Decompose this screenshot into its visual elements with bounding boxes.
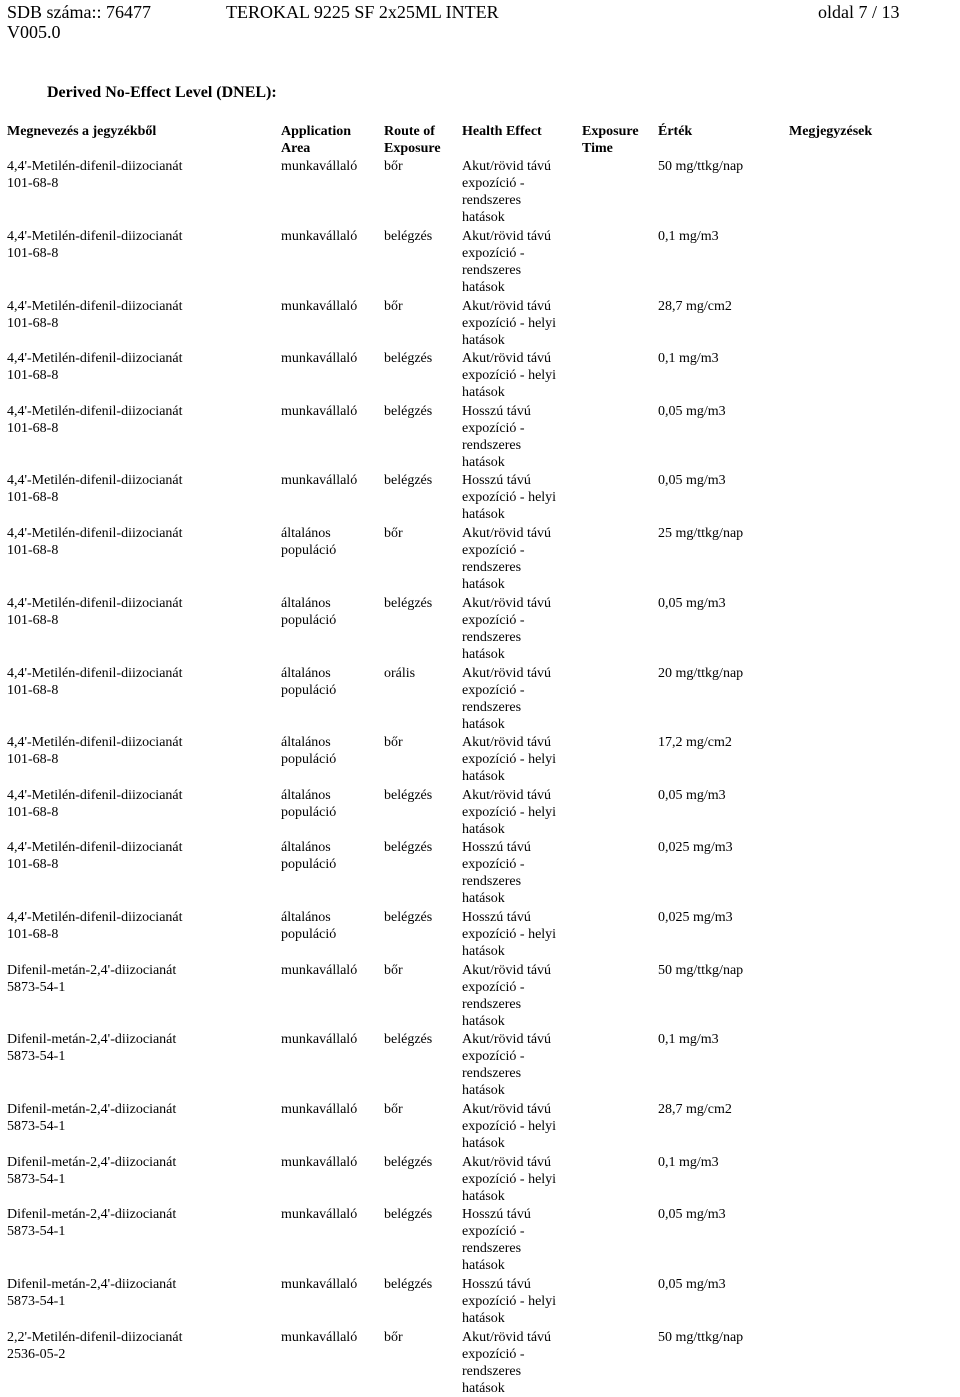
- health-effect: Hosszú távú expozíció - rendszeres hatások: [462, 840, 531, 907]
- application-area: munkavállaló: [281, 403, 358, 419]
- application-area: munkavállaló: [281, 1154, 358, 1170]
- dnel-value: 0,1 mg/m3: [658, 351, 719, 367]
- dnel-value: 50 mg/ttkg/nap: [658, 159, 744, 174]
- dnel-value: 0,05 mg/m3: [658, 595, 726, 611]
- dnel-value: 50 mg/ttkg/nap: [658, 962, 744, 978]
- health-effect: Akut/rövid távú expozíció - helyi hatások: [462, 787, 557, 837]
- col-header-notes: Megjegyzések: [789, 124, 873, 139]
- health-effect: Akut/rövid távú expozíció - rendszeres hatások: [462, 595, 552, 662]
- health-effect: Akut/rövid távú expozíció - helyi hatások: [462, 1154, 557, 1204]
- exposure-route: bőr: [384, 159, 403, 174]
- dnel-value: 28,7 mg/cm2: [658, 1102, 732, 1118]
- exposure-route: orális: [384, 665, 416, 681]
- application-area: munkavállaló: [281, 1102, 358, 1118]
- substance-name: Difenil-metán-2,4'-diizocianát 5873-54-1: [7, 1154, 177, 1187]
- application-area: munkavállaló: [281, 298, 358, 314]
- dnel-value: 0,1 mg/m3: [658, 1032, 719, 1048]
- health-effect: Akut/rövid távú expozíció - rendszeres hatások: [462, 525, 552, 592]
- application-area: általános populáció: [281, 525, 337, 558]
- page-indicator: oldal 7 / 13: [818, 2, 900, 22]
- sdb-number: SDB száma:: 76477: [7, 2, 151, 22]
- health-effect: Akut/rövid távú expozíció - helyi hatások: [462, 735, 557, 785]
- application-area: munkavállaló: [281, 962, 358, 978]
- col-header-effect: Health Effect: [462, 124, 542, 139]
- substance-name: 4,4'-Metilén-difenil-diizocianát 101-68-8: [7, 840, 183, 873]
- exposure-route: bőr: [384, 525, 403, 541]
- col-header-time: Exposure Time: [582, 124, 639, 156]
- substance-name: 4,4'-Metilén-difenil-diizocianát 101-68-8: [7, 525, 183, 558]
- exposure-route: belégzés: [384, 840, 433, 856]
- substance-name: 4,4'-Metilén-difenil-diizocianát 101-68-8: [7, 298, 183, 331]
- dnel-value: 0,05 mg/m3: [658, 403, 726, 419]
- substance-name: 4,4'-Metilén-difenil-diizocianát 101-68-8: [7, 228, 183, 261]
- application-area: munkavállaló: [281, 1032, 358, 1048]
- dnel-value: 0,05 mg/m3: [658, 1207, 726, 1223]
- substance-name: 4,4'-Metilén-difenil-diizocianát 101-68-8: [7, 787, 183, 820]
- exposure-route: belégzés: [384, 351, 433, 367]
- health-effect: Akut/rövid távú expozíció - helyi hatások: [462, 1102, 557, 1152]
- dnel-value: 0,1 mg/m3: [658, 228, 719, 244]
- exposure-route: belégzés: [384, 473, 433, 489]
- substance-name: 4,4'-Metilén-difenil-diizocianát 101-68-8: [7, 735, 183, 768]
- health-effect: Hosszú távú expozíció - helyi hatások: [462, 473, 557, 523]
- application-area: munkavállaló: [281, 159, 358, 174]
- exposure-route: belégzés: [384, 910, 433, 926]
- exposure-route: belégzés: [384, 403, 433, 419]
- health-effect: Akut/rövid távú expozíció - rendszeres hatások: [462, 159, 552, 225]
- health-effect: Akut/rövid távú expozíció - rendszeres hatások: [462, 1329, 552, 1396]
- application-area: általános populáció: [281, 840, 337, 873]
- substance-name: Difenil-metán-2,4'-diizocianát 5873-54-1: [7, 1207, 177, 1240]
- col-header-value: Érték: [658, 124, 693, 139]
- dnel-value: 20 mg/ttkg/nap: [658, 665, 744, 681]
- exposure-route: bőr: [384, 1102, 403, 1118]
- application-area: munkavállaló: [281, 473, 358, 489]
- health-effect: Hosszú távú expozíció - helyi hatások: [462, 1277, 557, 1326]
- application-area: általános populáció: [281, 595, 337, 628]
- substance-name: Difenil-metán-2,4'-diizocianát 5873-54-1: [7, 1032, 177, 1065]
- substance-name: 4,4'-Metilén-difenil-diizocianát 101-68-8: [7, 910, 183, 943]
- substance-name: 4,4'-Metilén-difenil-diizocianát 101-68-8: [7, 159, 183, 191]
- application-area: általános populáció: [281, 910, 337, 943]
- dnel-value: 25 mg/ttkg/nap: [658, 525, 744, 541]
- substance-name: 4,4'-Metilén-difenil-diizocianát 101-68-8: [7, 351, 183, 384]
- dnel-value: 0,025 mg/m3: [658, 840, 733, 856]
- exposure-route: bőr: [384, 735, 403, 751]
- health-effect: Akut/rövid távú expozíció - rendszeres hatások: [462, 962, 552, 1029]
- application-area: munkavállaló: [281, 351, 358, 367]
- health-effect: Akut/rövid távú expozíció - rendszeres hatások: [462, 228, 552, 295]
- col-header-name: Megnevezés a jegyzékből: [7, 124, 157, 139]
- exposure-route: belégzés: [384, 1277, 433, 1292]
- application-area: munkavállaló: [281, 1277, 358, 1292]
- health-effect: Akut/rövid távú expozíció - helyi hatások: [462, 298, 557, 348]
- health-effect: Hosszú távú expozíció - rendszeres hatások: [462, 403, 531, 470]
- application-area: általános populáció: [281, 735, 337, 768]
- exposure-route: belégzés: [384, 1154, 433, 1170]
- dnel-value: 17,2 mg/cm2: [658, 735, 732, 751]
- dnel-value: 0,05 mg/m3: [658, 787, 726, 803]
- exposure-route: belégzés: [384, 787, 433, 803]
- exposure-route: belégzés: [384, 1207, 433, 1223]
- exposure-route: belégzés: [384, 228, 433, 244]
- application-area: munkavállaló: [281, 1207, 358, 1223]
- section-title: Derived No-Effect Level (DNEL):: [47, 84, 277, 101]
- substance-name: 2,2'-Metilén-difenil-diizocianát 2536-05-2: [7, 1329, 183, 1362]
- exposure-route: belégzés: [384, 595, 433, 611]
- application-area: általános populáció: [281, 787, 337, 820]
- substance-name: Difenil-metán-2,4'-diizocianát 5873-54-1: [7, 1102, 177, 1135]
- dnel-value: 0,05 mg/m3: [658, 1277, 726, 1292]
- substance-name: 4,4'-Metilén-difenil-diizocianát 101-68-8: [7, 665, 183, 698]
- exposure-route: bőr: [384, 1329, 403, 1345]
- substance-name: 4,4'-Metilén-difenil-diizocianát 101-68-8: [7, 473, 183, 506]
- health-effect: Akut/rövid távú expozíció - rendszeres hatások: [462, 1032, 552, 1099]
- application-area: munkavállaló: [281, 228, 358, 244]
- health-effect: Hosszú távú expozíció - rendszeres hatások: [462, 1207, 531, 1274]
- health-effect: Hosszú távú expozíció - helyi hatások: [462, 910, 557, 960]
- dnel-value: 0,1 mg/m3: [658, 1154, 719, 1170]
- product-name: TEROKAL 9225 SF 2x25ML INTER: [226, 2, 499, 22]
- substance-name: 4,4'-Metilén-difenil-diizocianát 101-68-8: [7, 403, 183, 436]
- dnel-value: 0,025 mg/m3: [658, 910, 733, 926]
- substance-name: 4,4'-Metilén-difenil-diizocianát 101-68-8: [7, 595, 183, 628]
- dnel-value: 0,05 mg/m3: [658, 473, 726, 489]
- substance-name: Difenil-metán-2,4'-diizocianát 5873-54-1: [7, 1277, 177, 1309]
- substance-name: Difenil-metán-2,4'-diizocianát 5873-54-1: [7, 962, 177, 995]
- col-header-app: Application Area: [281, 124, 352, 156]
- health-effect: Akut/rövid távú expozíció - helyi hatások: [462, 351, 557, 401]
- col-header-route: Route of Exposure: [384, 124, 441, 156]
- dnel-value: 28,7 mg/cm2: [658, 298, 732, 314]
- application-area: általános populáció: [281, 665, 337, 698]
- exposure-route: belégzés: [384, 1032, 433, 1048]
- dnel-value: 50 mg/ttkg/nap: [658, 1329, 744, 1345]
- health-effect: Akut/rövid távú expozíció - rendszeres hatások: [462, 665, 552, 732]
- exposure-route: bőr: [384, 298, 403, 314]
- version: V005.0: [7, 22, 61, 42]
- application-area: munkavállaló: [281, 1329, 358, 1345]
- exposure-route: bőr: [384, 962, 403, 978]
